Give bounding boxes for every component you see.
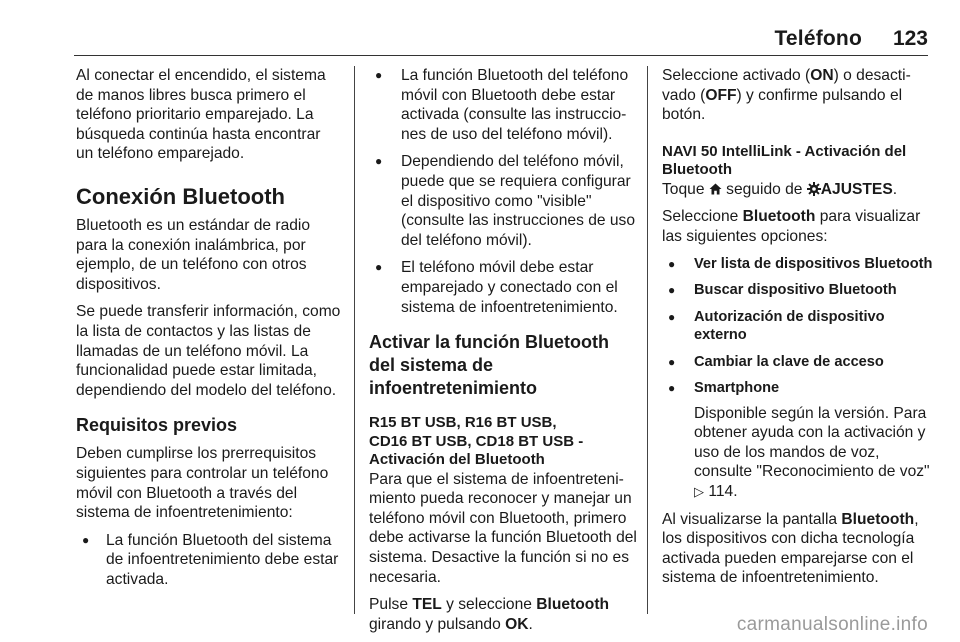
list-item: ● Smartphone Disponible según la versión. Para obtener ayuda con la activación y uso de los mandos de voz, consulte "Reconocimiento de voz" ▷ 114. [662,379,934,501]
ok-key: OK [505,615,529,633]
home-icon [709,183,722,195]
touch-instruction: Toque seguido de AJUSTES. [662,180,898,198]
activation-paragraph: Para que el sistema de infoentretenimiento pueda reconocer y manejar un teléfono móvil con Bluetooth, primero debe activarse la función Bluetooth del sistema. Desactive la función si no es necesaria. [369,470,637,586]
page-number: 123 [892,27,928,50]
watermark: carmanualsonline.info [736,614,928,635]
column-divider-2 [647,66,648,614]
list-item: ● Cambiar la clave de acceso [662,353,934,372]
list-item: ● La función Bluetooth del sistema de infoentretenimiento debe estar activada. [76,531,342,590]
pairing-paragraph: Al visualizarse la pantalla Bluetooth, los dispositivos con dicha tecnología activada pueden emparejarse con el sistema de infoentretenimiento. [662,510,919,587]
requirements-paragraph: Deben cumplirse los prerrequisitos siguientes para controlar un teléfono móvil con Bluetooth a través del sistema de infoentretenimiento: [76,445,329,522]
column-1 [76,66,342,597]
subheading-line: Activación del Bluetooth [369,451,545,469]
column-3 [662,66,934,596]
list-item: ● Dependiendo del teléfono móvil, puede que se requiera configurar el dispositivo como "visible" (consulte las instrucciones de uso del teléfono móvil). [369,152,637,250]
off-label: OFF [705,86,737,104]
subheading-radio-models [369,414,637,470]
column-divider-1 [354,66,355,614]
list-item: ● Autorización de dispositivo externo [662,308,934,345]
select-bluetooth-paragraph: Seleccione Bluetooth para visualizar las siguientes opciones: [662,208,921,245]
tel-instruction: Pulse TEL y seleccione Bluetooth girando y pulsando OK. [369,596,610,633]
tel-key: TEL [412,596,442,614]
smartphone-description: Disponible según la versión. Para obtener ayuda con la activación y uso de los mandos de voz, consulte "Reconocimiento de voz" ▷ 114. [694,404,930,500]
requirements-list-cont [369,66,637,317]
page-ref-arrow-icon: ▷ [694,483,704,499]
list-item: ● Buscar dispositivo Bluetooth [662,281,934,300]
subheading-line: R15 BT USB, R16 BT USB, [369,414,557,432]
bluetooth-options-list [662,255,934,502]
list-item: ● El teléfono móvil debe estar emparejado y conectado con el sistema de infoentretenimiento. [369,258,637,317]
on-off-paragraph: Seleccione activado (ON) o desactivado (OFF) y confirme pulsando el botón. [662,67,911,124]
list-item: ● Ver lista de dispositivos Bluetooth [662,255,934,274]
column-2 [369,66,637,642]
bluetooth-menu-label: Bluetooth [536,596,610,614]
on-label: ON [810,67,834,84]
intro-paragraph: Al conectar el encendido, el sistema de manos libres busca primero el teléfono prioritario emparejado. La búsqueda continúa hasta encontrar un teléfono emparejado. [76,67,326,163]
subheading-navi50: NAVI 50 IntelliLink - Activación del Bluetooth [662,142,907,179]
bluetooth-option-label: Bluetooth [742,208,816,226]
page-title: Teléfono [774,27,862,50]
ajustes-label: AJUSTES [820,180,893,198]
header-rule [74,55,928,56]
transfer-paragraph: Se puede transferir información, como la lista de contactos y las listas de llamadas de un teléfono móvil. La funcionalidad puede estar limitada, dependiendo del modelo del teléfono. [76,303,341,399]
section-heading-bluetooth: Conexión Bluetooth [76,183,285,209]
bluetooth-screen-label: Bluetooth [841,510,915,528]
subheading-line: CD16 BT USB, CD18 BT USB - [369,432,584,450]
requirements-list [76,531,342,590]
subheading-requirements: Requisitos previos [76,415,238,436]
gear-icon [807,182,821,196]
section-heading-activate: Activar la función Bluetooth del sistema de infoentretenimiento [369,332,610,399]
list-item: ● La función Bluetooth del teléfono móvil con Bluetooth debe estar activada (consulte las instrucciones de uso del teléfono móvil). [369,66,637,144]
bluetooth-description: Bluetooth es un estándar de radio para la conexión inalámbrica, por ejemplo, de un teléfono con otros dispositivos. [76,216,311,293]
page-header [0,0,960,54]
